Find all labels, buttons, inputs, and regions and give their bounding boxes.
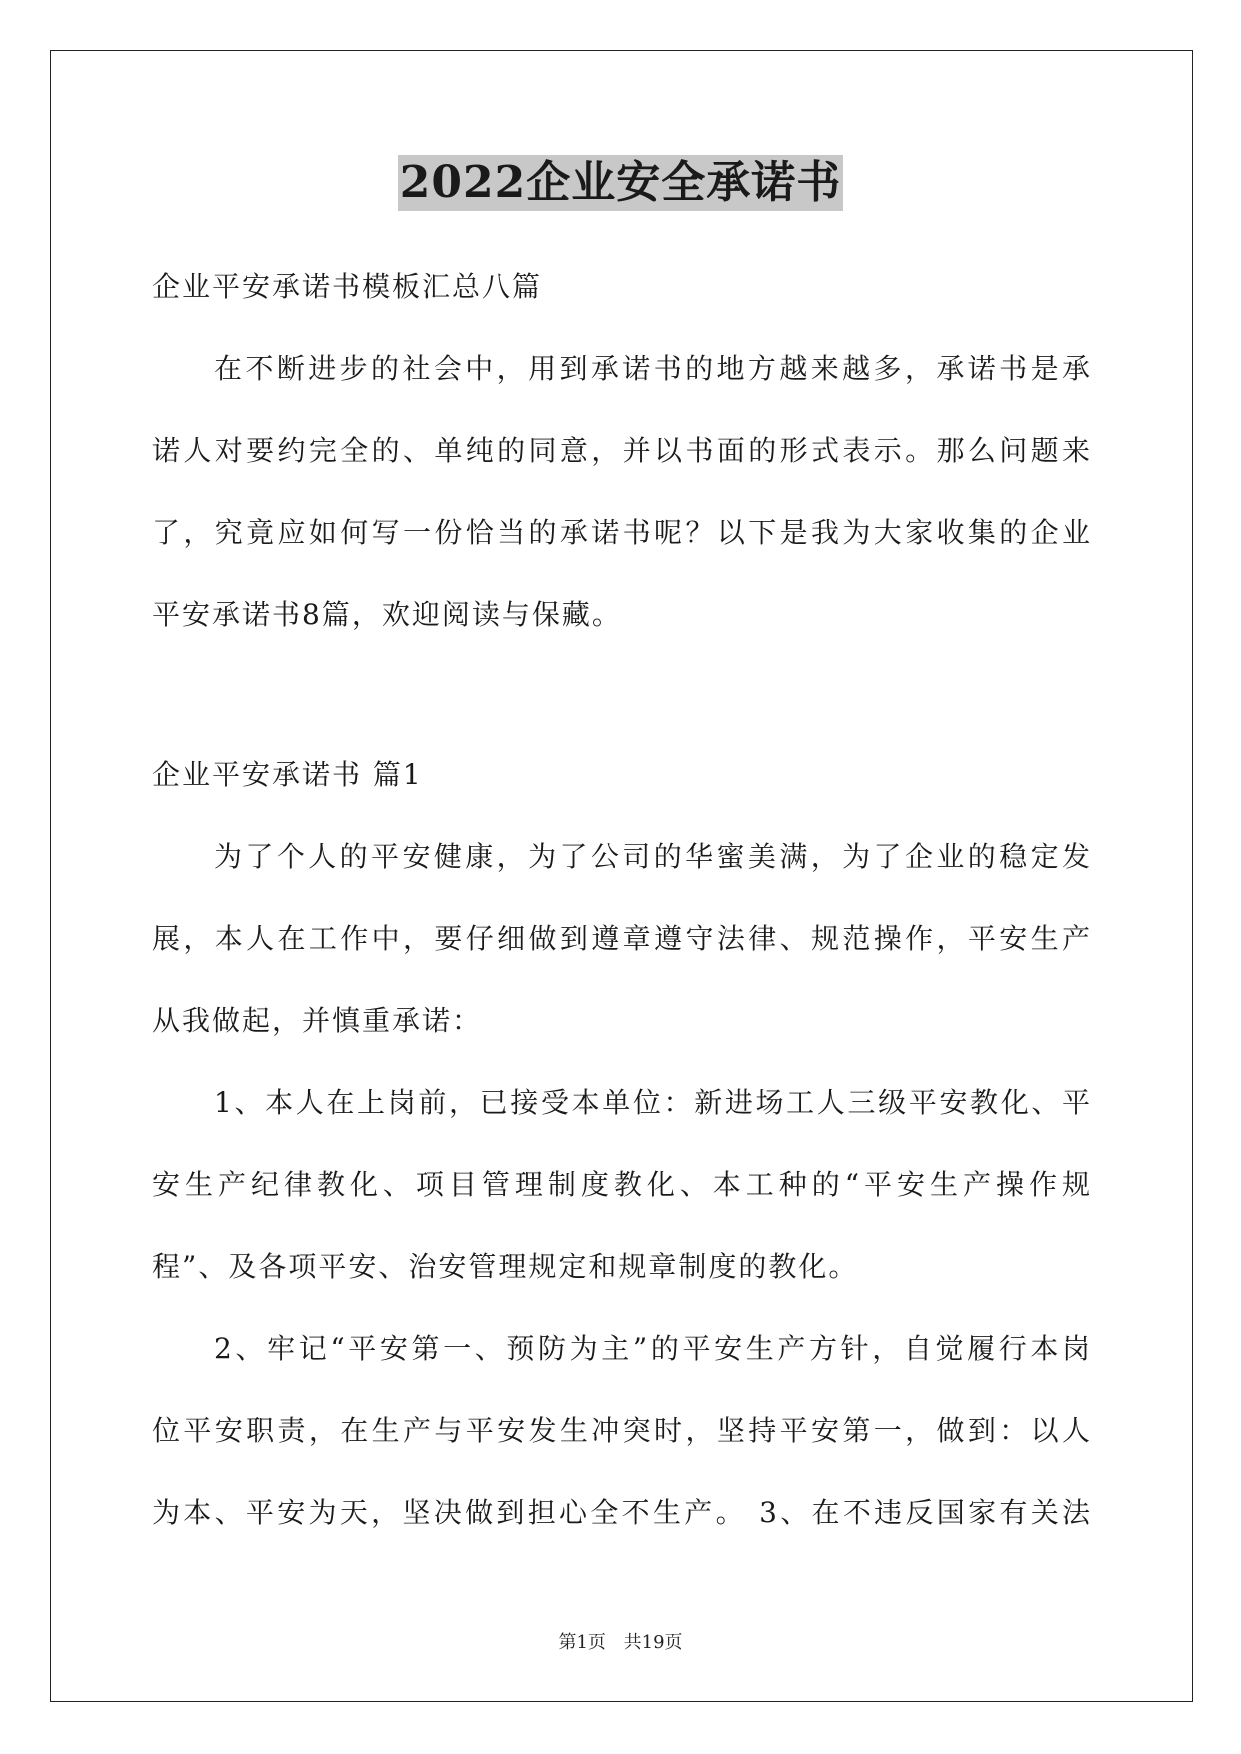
body-line-4: 1、本人在上岗前，已接受本单位：新进场工人三级平安教化、平 — [214, 1086, 1092, 1119]
intro-line-3: 了，究竟应如何写一份恰当的承诺书呢？以下是我为大家收集的企业 — [152, 516, 1092, 549]
subtitle: 企业平安承诺书模板汇总八篇 — [152, 270, 543, 303]
page-number: 第1页 — [558, 1632, 606, 1653]
body-line-1: 为了个人的平安健康，为了公司的华蜜美满，为了企业的稳定发 — [214, 840, 1092, 873]
intro-line-1: 在不断进步的社会中，用到承诺书的地方越来越多，承诺书是承 — [214, 352, 1092, 385]
body-line-6: 程”、及各项平安、治安管理规定和规章制度的教化。 — [152, 1250, 859, 1283]
body-line-8: 位平安职责，在生产与平安发生冲突时，坚持平安第一，做到：以人 — [152, 1414, 1092, 1447]
document-body — [152, 246, 1092, 1554]
intro-line-4: 平安承诺书8篇，欢迎阅读与保藏。 — [152, 598, 622, 631]
page-footer — [0, 1628, 1241, 1654]
intro-line-2: 诺人对要约完全的、单纯的同意，并以书面的形式表示。那么问题来 — [152, 434, 1092, 467]
body-line-7: 2、牢记“平安第一、预防为主”的平安生产方针，自觉履行本岗 — [214, 1332, 1092, 1365]
section-heading: 企业平安承诺书 篇1 — [152, 758, 423, 791]
page-total: 共19页 — [623, 1632, 683, 1653]
paragraph-gap — [152, 656, 1092, 734]
document-title: 2022企业安全承诺书 — [398, 155, 843, 211]
body-line-2: 展，本人在工作中，要仔细做到遵章遵守法律、规范操作，平安生产 — [152, 922, 1092, 955]
body-line-9: 为本、平安为天，坚决做到担心全不生产。 3、在不违反国家有关法 — [152, 1496, 1092, 1529]
body-line-3: 从我做起，并慎重承诺： — [152, 1004, 483, 1037]
title-container — [0, 155, 1241, 211]
body-line-5: 安生产纪律教化、项目管理制度教化、本工种的“平安生产操作规 — [152, 1168, 1092, 1201]
